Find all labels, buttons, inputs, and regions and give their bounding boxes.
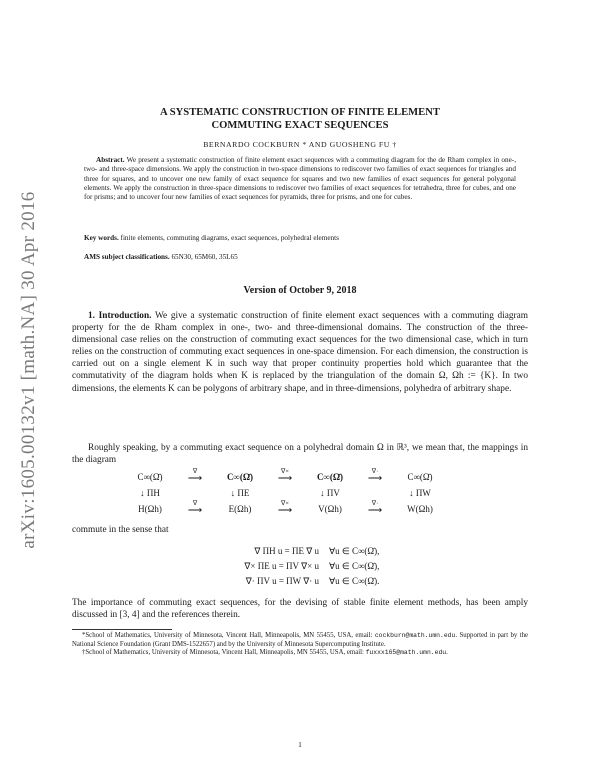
diagram-proj-4: ↓ ΠW xyxy=(409,488,431,498)
equation-lhs: ∇ ΠH u = ΠE ∇ u xyxy=(254,546,319,556)
commuting-diagram xyxy=(120,468,480,520)
equation-rhs: ∀u ∈ C∞(Ω̄), xyxy=(329,561,380,571)
diagram-top-op-1: ∇ xyxy=(192,468,198,475)
diagram-bottom-arrow-2: ∇× ⟶ xyxy=(270,500,300,514)
diagram-bottom-1: H(Ωh) xyxy=(138,504,162,514)
diagram-bottom-arrow-1: ∇ ⟶ xyxy=(180,500,210,514)
footnote-1-email[interactable]: cockburn@math.umn.edu xyxy=(374,632,456,639)
diagram-bottom-arrow-3: ∇· ⟶ xyxy=(360,500,390,514)
diagram-top-arrow-2: ∇× ⟶ xyxy=(270,468,300,482)
ams-classification xyxy=(84,253,516,262)
equation-row xyxy=(174,544,474,559)
footnote-1-rest: . Supported in part by the National Science Foundation (Grant DMS-1522657) and by the University of Minnesota Supercomputing Institute. xyxy=(72,632,529,648)
keywords-label: Key words. xyxy=(84,234,119,242)
equation-rhs: ∀u ∈ C∞(Ω̄). xyxy=(329,576,380,586)
equation-rhs: ∀u ∈ C∞(Ω̄), xyxy=(329,546,380,556)
diagram-top-2: C∞(Ω̄) xyxy=(226,472,254,482)
ams-label: AMS subject classifications. xyxy=(84,253,170,261)
section-heading: 1. Introduction. xyxy=(88,311,152,321)
page-number: 1 xyxy=(298,740,302,749)
commute-text: commute in the sense that xyxy=(72,525,169,535)
diagram-bottom-4: W(Ωh) xyxy=(407,504,433,514)
author-list: BERNARDO COCKBURN * AND GUOSHENG FU † xyxy=(203,140,397,149)
abstract-text: We present a systematic construction of finite element exact sequences with a commuting diagram for the de Rham complex in one-, two- and three-space dimensions. We apply the construction in two-space dimensions to rediscover two families of exact sequences for triangles and three for squares, and to uncover one new family of exact sequence for squares and two new families of exact sequences for general polygonal elements. We apply the construction in three-space dimensions to rediscover two families of exact sequences for tetrahedra, three for cubes, and one for prisms; and to uncover four new families of exact sequences for pyramids, three for prisms, and one for cubes. xyxy=(84,156,516,202)
diagram-bottom-op-2: ∇× xyxy=(280,500,289,507)
diagram-top-arrow-3: ∇· ⟶ xyxy=(360,468,390,482)
title-line-2: COMMUTING EXACT SEQUENCES xyxy=(211,120,389,131)
equation-lhs: ∇× ΠE u = ΠV ∇× u xyxy=(244,561,319,571)
equation-lhs: ∇· ΠV u = ΠW ∇· u xyxy=(245,576,319,586)
diagram-top-op-3: ∇· xyxy=(371,468,379,475)
diagram-proj-2: ↓ ΠE xyxy=(230,488,250,498)
arxiv-stamp xyxy=(14,160,44,580)
arxiv-id: arXiv:1605.00132v1 [math.NA] 30 Apr 2016 xyxy=(18,191,39,549)
intro-paragraph-1 xyxy=(72,310,528,395)
footnote-2 xyxy=(72,649,528,658)
closing-paragraph: The importance of commuting exact sequences, for the devising of stable finite element methods, has been amply discussed in [3, 4] and the references therein. xyxy=(72,598,528,621)
footnote-rule xyxy=(72,629,172,630)
diagram-top-op-2: ∇× xyxy=(280,468,289,475)
footnote-2-rest: . xyxy=(446,649,448,657)
diagram-top-4: C∞(Ω̄) xyxy=(407,472,433,482)
diagram-bottom-op-3: ∇· xyxy=(371,500,379,507)
diagram-top-arrow-1: ∇ ⟶ xyxy=(180,468,210,482)
diagram-bottom-op-1: ∇ xyxy=(192,500,198,507)
equation-block xyxy=(174,544,474,589)
diagram-proj-1: ↓ ΠH xyxy=(140,488,160,498)
diagram-bottom-2: E(Ωh) xyxy=(228,504,252,514)
diagram-bottom-3: V(Ωh) xyxy=(318,504,342,514)
diagram-top-1: C∞(Ω̄) xyxy=(137,472,163,482)
title-line-1: A SYSTEMATIC CONSTRUCTION OF FINITE ELEMENT xyxy=(160,107,440,118)
abstract-label: Abstract. xyxy=(96,156,125,164)
equation-row xyxy=(174,574,474,589)
intro-paragraph-2 xyxy=(72,442,528,466)
version-line: Version of October 9, 2018 xyxy=(243,285,357,296)
abstract xyxy=(84,156,516,202)
keywords-text: finite elements, commuting diagrams, exact sequences, polyhedral elements xyxy=(120,234,339,242)
paper-title xyxy=(90,106,510,132)
diagram-top-3: C∞(Ω̄) xyxy=(316,472,344,482)
intro-text-2: Roughly speaking, by a commuting exact sequence on a polyhedral domain Ω in ℝ³, we mean that, the mappings in the diagram xyxy=(72,443,528,466)
footnotes xyxy=(72,632,528,658)
intro-text-1: We give a systematic construction of finite element exact sequences with a commuting diagram property for the de Rham complex in one-, two- and three-dimensional domains. The construction of the three-dimensional case relies on the construction of commuting exact sequences for the two dimensional case, which in turn relies on the construction of commuting exact sequences in one-space dimension. For each dimension, the construction is carried out on a single element K in such way that proper continuity properties hold which guarantee that the commutativity of the diagram holds when K is replaced by the triangulation of the domain Ω, Ωh := {K}. In two dimensions, the elements K can be polygons of arbitrary shape, and in three-dimensions, polyhedra of arbitrary shape. xyxy=(72,311,529,394)
ams-text: 65N30, 65M60, 35L65 xyxy=(171,253,238,261)
footnote-1-text: *School of Mathematics, University of Minnesota, Vincent Hall, Minneapolis, MN 55455, USA, email: xyxy=(82,632,375,639)
diagram-proj-3: ↓ ΠV xyxy=(320,488,340,498)
equation-row xyxy=(174,559,474,574)
keywords xyxy=(84,234,516,243)
footnote-2-email[interactable]: fuxxx165@math.umn.edu xyxy=(365,649,447,657)
footnote-1 xyxy=(72,632,528,649)
footnote-2-text: †School of Mathematics, University of Minnesota, Vincent Hall, Minneapolis, MN 55455, USA, email: xyxy=(82,649,366,657)
